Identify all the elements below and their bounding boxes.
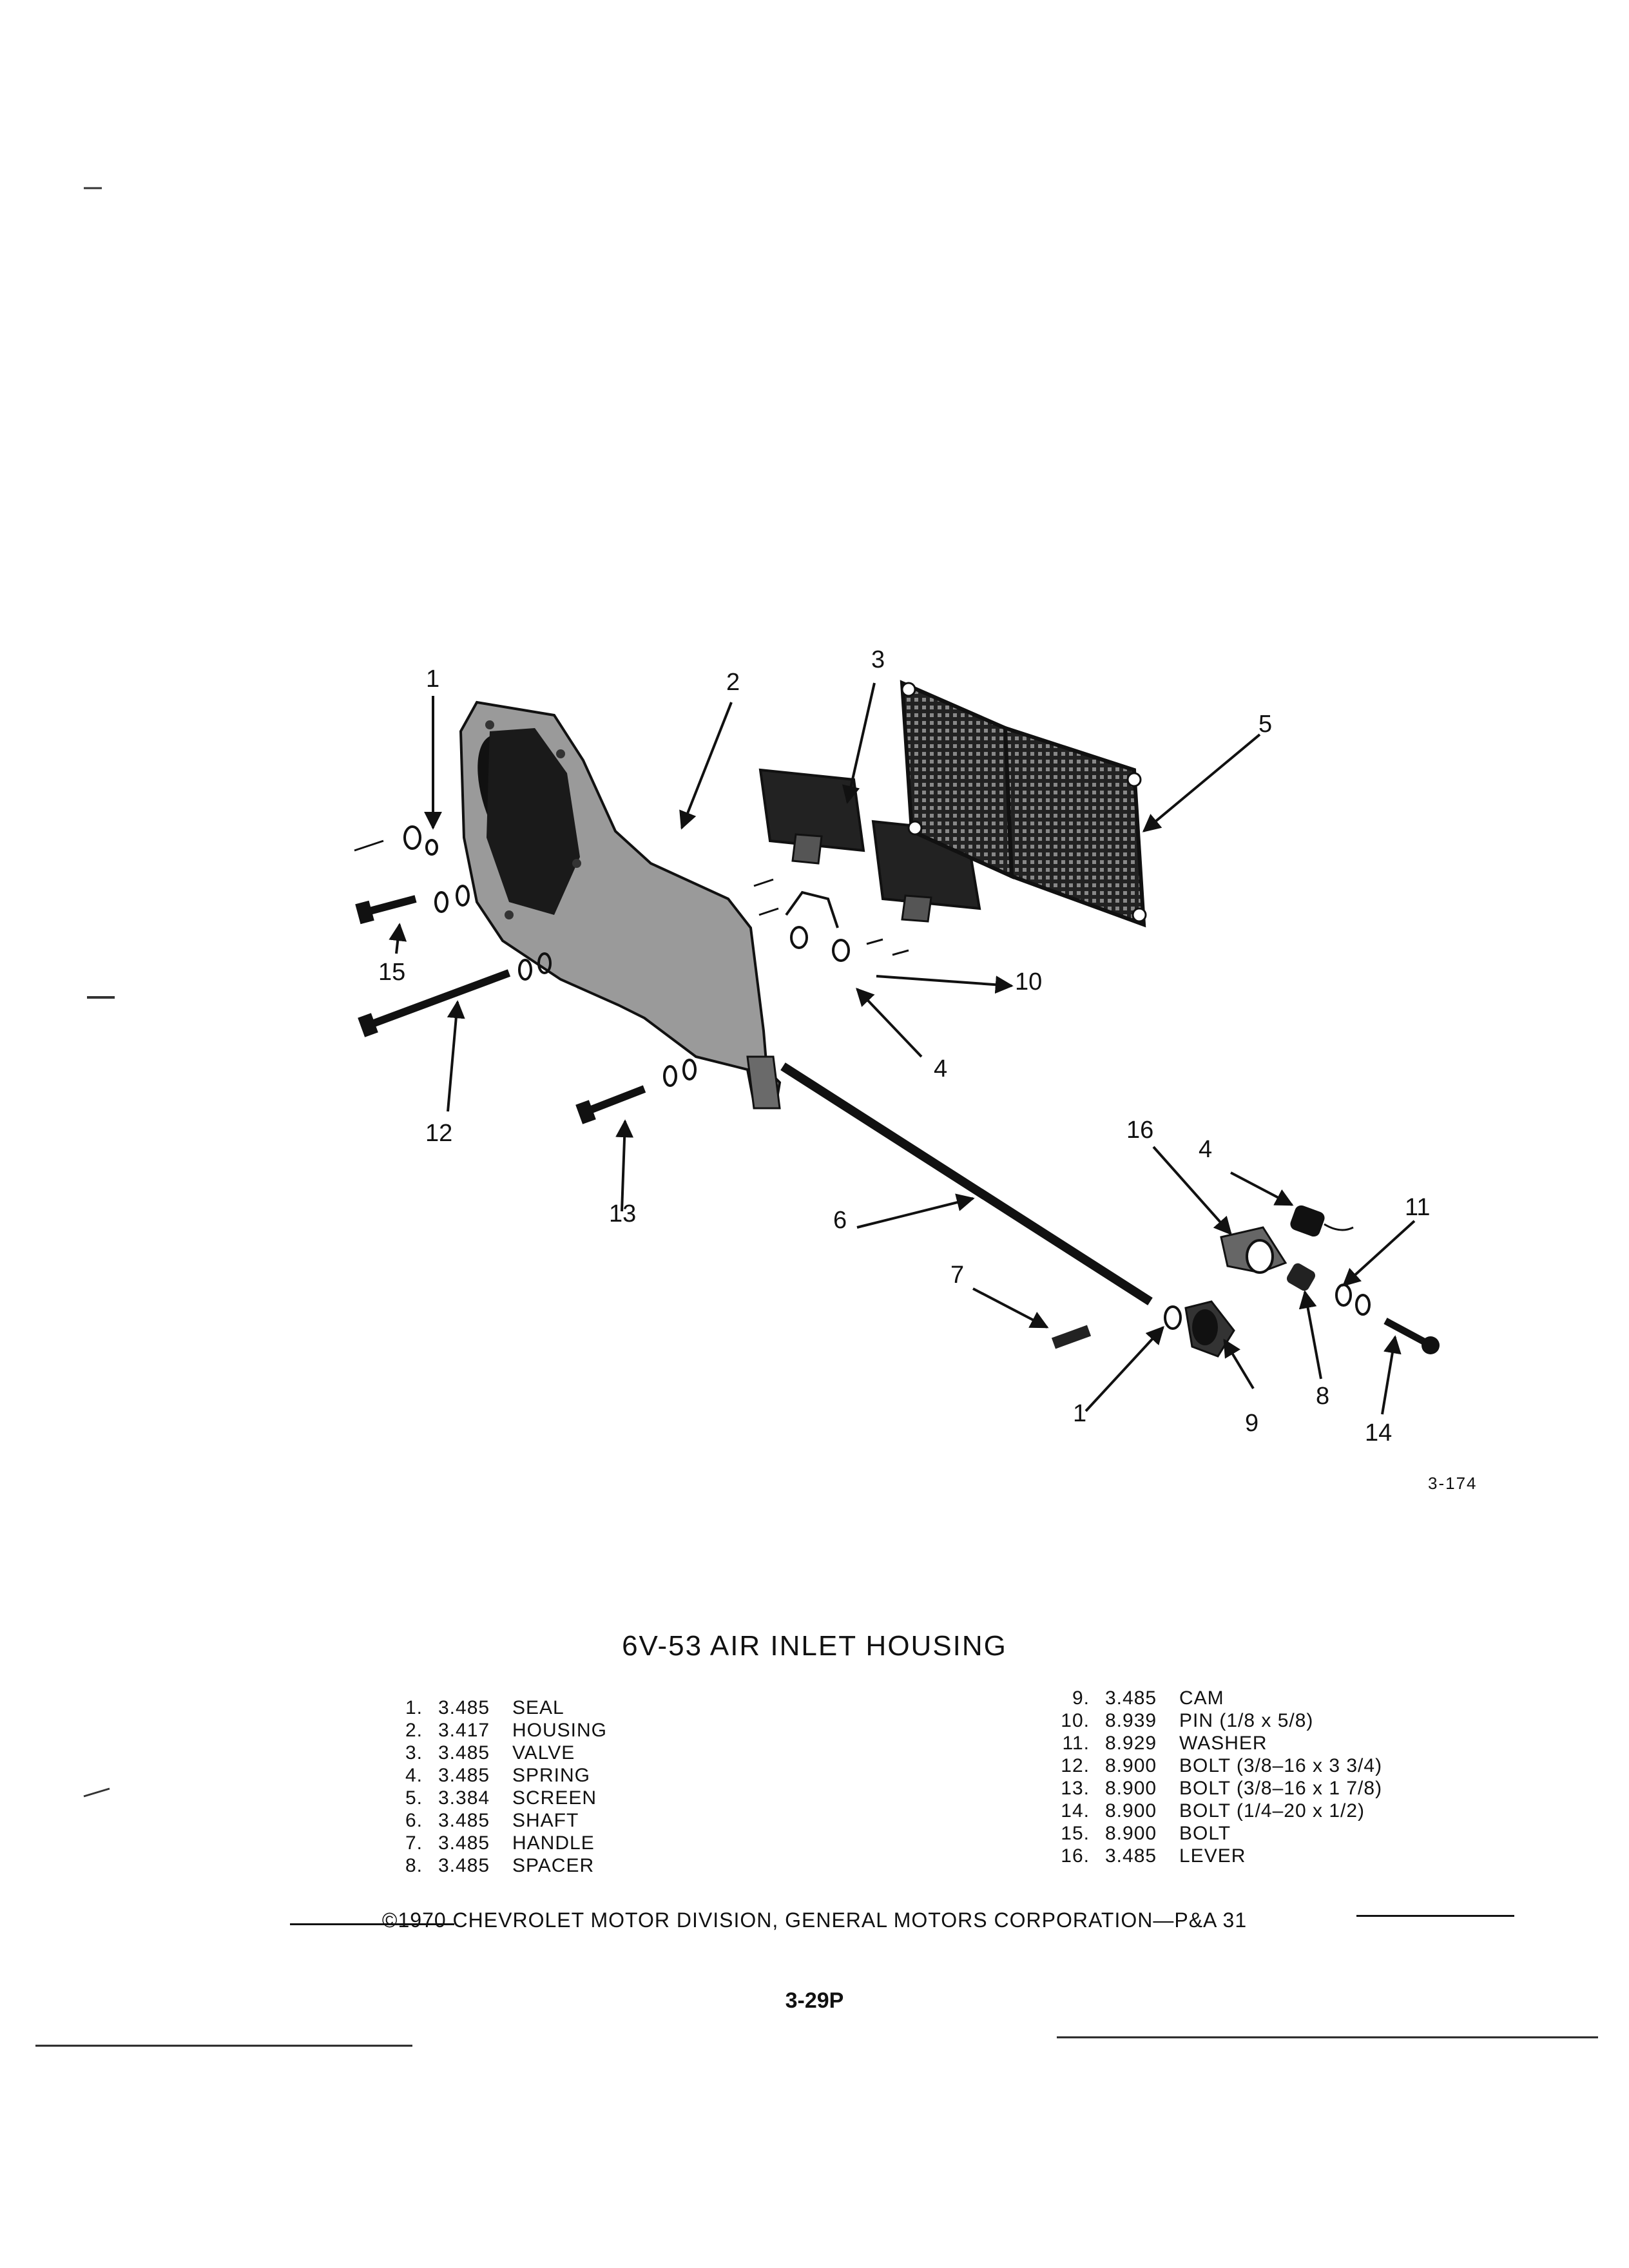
housing-part (461, 702, 780, 1108)
callout-label: 15 (378, 959, 406, 986)
callout-label: 1 (426, 666, 440, 693)
callout-label: 4 (1199, 1136, 1213, 1163)
bolt-13 (575, 1089, 644, 1124)
parts-list-item: 7. 3.485 HANDLE (405, 1832, 595, 1854)
cam-lever-parts (1165, 1204, 1440, 1356)
handle-part (1054, 1331, 1089, 1343)
page-number: 3-29P (785, 1988, 844, 2013)
callout-label: 6 (833, 1207, 847, 1234)
parts-list-item: 15. 8.900 BOLT (1061, 1823, 1231, 1844)
callout-label: 8 (1316, 1383, 1330, 1410)
callout-label: 11 (1405, 1194, 1431, 1221)
parts-list-item: 10. 8.939 PIN (1/8 x 5/8) (1061, 1710, 1314, 1731)
bolt-15 (355, 899, 416, 924)
parts-list-item: 12. 8.900 BOLT (3/8–16 x 3 3/4) (1061, 1755, 1383, 1776)
parts-list-item: 16. 3.485 LEVER (1061, 1845, 1246, 1867)
callout-label: 2 (726, 669, 740, 696)
figure-id: 3-174 (1428, 1474, 1478, 1493)
parts-list-item: 11. 8.929 WASHER (1062, 1733, 1268, 1754)
parts-list-item: 6. 3.485 SHAFT (405, 1810, 579, 1831)
parts-list-left (374, 1696, 607, 1877)
parts-list-item: 1. 3.485 SEAL (405, 1697, 564, 1718)
parts-list-item: 13. 8.900 BOLT (3/8–16 x 1 7/8) (1061, 1778, 1383, 1799)
copyright-notice: ©1970 CHEVROLET MOTOR DIVISION, GENERAL MOTORS CORPORATION—P&A 31 (381, 1908, 1248, 1932)
callout-label: 13 (609, 1200, 637, 1227)
parts-list-right (1041, 1687, 1382, 1867)
callout-label: 16 (1126, 1117, 1154, 1144)
parts-list-item: 9. 3.485 CAM (1072, 1687, 1224, 1709)
parts-list-item: 4. 3.485 SPRING (405, 1765, 591, 1786)
callout-label: 9 (1245, 1410, 1259, 1437)
parts-list-item: 14. 8.900 BOLT (1/4–20 x 1/2) (1061, 1800, 1365, 1821)
callout-label: 1 (1073, 1400, 1087, 1427)
callout-label: 12 (425, 1120, 453, 1147)
parts-list-item: 8. 3.485 SPACER (405, 1855, 595, 1876)
parts-list-item: 5. 3.384 SCREEN (405, 1787, 597, 1809)
callout-label: 14 (1365, 1419, 1393, 1446)
callout-label: 5 (1258, 711, 1273, 738)
page-title: 6V-53 AIR INLET HOUSING (622, 1630, 1007, 1662)
margin-tick (84, 1789, 110, 1796)
parts-list-item: 3. 3.485 VALVE (405, 1742, 575, 1763)
callout-label: 7 (950, 1262, 965, 1289)
parts-list-item: 2. 3.417 HOUSING (405, 1720, 608, 1741)
callout-label: 3 (871, 646, 885, 673)
callout-label: 10 (1015, 968, 1043, 995)
callout-label: 4 (934, 1055, 948, 1082)
shaft-part (783, 1066, 1150, 1302)
